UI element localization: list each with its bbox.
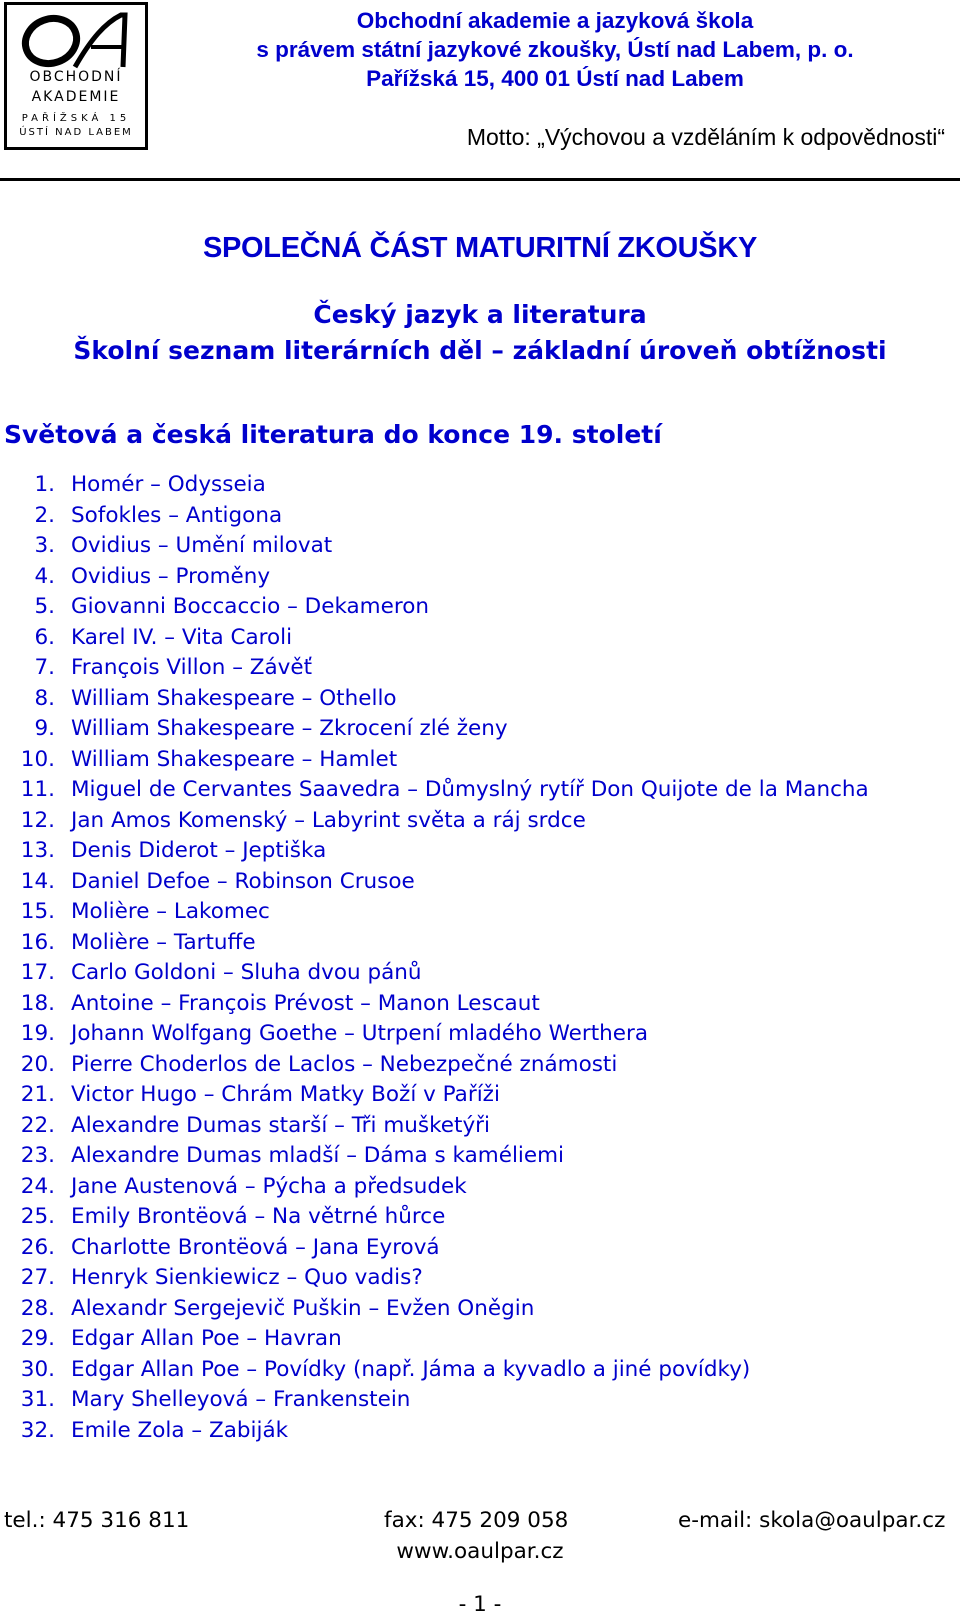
list-item-text: Henryk Sienkiewicz – Quo vadis? — [71, 1265, 423, 1290]
list-item-number: 6. — [34, 624, 55, 650]
list-item-text: Miguel de Cervantes Saavedra – Důmyslný rytíř Don Quijote de la Mancha — [71, 777, 869, 802]
list-item — [0, 745, 960, 776]
header-divider — [0, 178, 960, 181]
list-item-text: Charlotte Brontëová – Jana Eyrová — [71, 1234, 440, 1260]
footer-phone: tel.: 475 316 811 — [4, 1508, 190, 1533]
list-item — [0, 806, 960, 837]
list-item — [0, 1324, 960, 1355]
list-item-number: 2. — [34, 502, 55, 528]
list-item-text: Johann Wolfgang Goethe – Utrpení mladého Werthera — [71, 1021, 649, 1046]
section-heading: Světová a česká literatura do konce 19. století — [4, 420, 662, 449]
footer-email: e-mail: skola@oaulpar.cz — [678, 1508, 946, 1533]
list-item — [0, 1141, 960, 1172]
list-item-text: Mary Shelleyová – Frankenstein — [71, 1387, 411, 1412]
list-item-number: 22. — [20, 1112, 55, 1138]
list-item-number: 3. — [34, 533, 55, 558]
list-item-number: 9. — [34, 716, 55, 741]
school-header — [150, 6, 960, 93]
list-item-text: Edgar Allan Poe – Povídky (např. Jáma a kyvadlo a jiné povídky) — [71, 1356, 751, 1382]
list-item — [0, 1019, 960, 1050]
list-item — [0, 836, 960, 867]
list-item — [0, 714, 960, 745]
list-item-number: 4. — [34, 563, 55, 589]
list-item-number: 1. — [34, 472, 55, 497]
subject-title: Český jazyk a literatura — [313, 300, 647, 329]
list-item-number: 20. — [20, 1051, 55, 1077]
footer-website: www.oaulpar.cz — [396, 1539, 564, 1564]
list-item-number: 25. — [20, 1204, 55, 1229]
list-item-number: 18. — [20, 990, 55, 1016]
list-item-text: Alexandr Sergejevič Puškin – Evžen Oněgin — [71, 1295, 535, 1321]
list-item — [0, 1050, 960, 1081]
list-item-text: Victor Hugo – Chrám Matky Boží v Paříži — [71, 1082, 500, 1107]
logo-line-1: OBCHODNÍ — [29, 69, 123, 85]
list-item-number: 21. — [20, 1082, 55, 1107]
list-item-number: 12. — [20, 807, 55, 833]
list-item-number: 11. — [20, 777, 55, 802]
list-item-text: William Shakespeare – Othello — [71, 685, 397, 711]
list-item-text: Molière – Tartuffe — [71, 929, 256, 955]
list-item — [0, 592, 960, 623]
list-item-text: Edgar Allan Poe – Havran — [71, 1326, 342, 1351]
list-item-text: William Shakespeare – Zkrocení zlé ženy — [71, 716, 508, 741]
list-item — [0, 867, 960, 898]
list-item-text: Emile Zola – Zabiják — [71, 1417, 289, 1443]
list-item-number: 27. — [20, 1265, 55, 1290]
list-item — [0, 501, 960, 532]
list-item-text: Homér – Odysseia — [71, 472, 266, 497]
list-item — [0, 623, 960, 654]
list-item-text: William Shakespeare – Hamlet — [71, 746, 398, 772]
page-title: SPOLEČNÁ ČÁST MATURITNÍ ZKOUŠKY — [202, 232, 758, 264]
list-item-number: 23. — [20, 1143, 55, 1168]
list-item-text: Karel IV. – Vita Caroli — [71, 624, 293, 650]
works-list — [0, 470, 960, 1446]
list-item-text: Sofokles – Antigona — [71, 502, 283, 528]
logo-line-3: PAŘÍŽSKÁ 15 — [21, 113, 131, 124]
list-item-number: 28. — [20, 1295, 55, 1321]
list-item-text: Emily Brontëová – Na větrné hůrce — [71, 1204, 446, 1229]
school-motto: Motto: „Výchovou a vzděláním k odpovědnosti“ — [466, 124, 945, 150]
list-item — [0, 958, 960, 989]
list-item-number: 24. — [20, 1173, 55, 1199]
footer-fax: fax: 475 209 058 — [384, 1508, 569, 1533]
list-item-text: Jane Austenová – Pýcha a předsudek — [71, 1173, 467, 1199]
list-item — [0, 684, 960, 715]
list-item — [0, 562, 960, 593]
list-item — [0, 775, 960, 806]
list-item-number: 13. — [20, 838, 55, 863]
list-item — [0, 989, 960, 1020]
list-item-text: François Villon – Závěť — [71, 655, 313, 680]
list-item-number: 31. — [20, 1387, 55, 1412]
list-item-text: Carlo Goldoni – Sluha dvou pánů — [71, 960, 422, 985]
list-item-text: Jan Amos Komenský – Labyrint světa a ráj srdce — [71, 807, 586, 833]
list-item-text: Pierre Choderlos de Laclos – Nebezpečné známosti — [71, 1051, 618, 1077]
school-address: Pařížská 15, 400 01 Ústí nad Labem — [366, 66, 744, 91]
list-item-number: 14. — [20, 868, 55, 894]
list-item-number: 7. — [34, 655, 55, 680]
list-item — [0, 1416, 960, 1447]
list-item-number: 17. — [20, 960, 55, 985]
list-item — [0, 531, 960, 562]
list-item — [0, 1294, 960, 1325]
list-item-text: Daniel Defoe – Robinson Crusoe — [71, 868, 415, 894]
list-item-number: 10. — [20, 746, 55, 772]
list-item — [0, 1111, 960, 1142]
list-item — [0, 653, 960, 684]
list-item-number: 32. — [20, 1417, 55, 1443]
list-item-number: 15. — [20, 899, 55, 924]
list-item-number: 19. — [20, 1021, 55, 1046]
page-number: - 1 - — [458, 1592, 502, 1617]
list-item-number: 8. — [34, 685, 55, 711]
list-item-text: Ovidius – Umění milovat — [71, 533, 333, 558]
list-item — [0, 1172, 960, 1203]
list-item — [0, 1385, 960, 1416]
list-item-text: Giovanni Boccaccio – Dekameron — [71, 594, 430, 619]
list-item-text: Alexandre Dumas mladší – Dáma s kaméliemi — [71, 1143, 565, 1168]
list-item — [0, 1202, 960, 1233]
list-item — [0, 1263, 960, 1294]
school-name-line-1: Obchodní akademie a jazyková škola — [356, 8, 754, 33]
logo-line-2: AKADEMIE — [31, 89, 121, 105]
list-item-text: Alexandre Dumas starší – Tři mušketýři — [71, 1112, 490, 1138]
list-item-text: Antoine – François Prévost – Manon Lescaut — [71, 990, 540, 1016]
list-item — [0, 897, 960, 928]
list-item-text: Molière – Lakomec — [71, 899, 270, 924]
list-item — [0, 1080, 960, 1111]
logo-line-4: ÚSTÍ NAD LABEM — [19, 127, 133, 138]
school-name-line-2: s právem státní jazykové zkoušky, Ústí nad Labem, p. o. — [256, 37, 854, 62]
list-item-number: 26. — [20, 1234, 55, 1260]
oa-logo-mark-icon — [13, 9, 139, 71]
list-item-number: 5. — [34, 594, 55, 619]
list-item — [0, 1233, 960, 1264]
list-item-number: 29. — [20, 1326, 55, 1351]
list-item — [0, 1355, 960, 1386]
school-logo — [4, 2, 148, 150]
list-item — [0, 470, 960, 501]
list-item-number: 30. — [20, 1356, 55, 1382]
list-item — [0, 928, 960, 959]
list-item-text: Denis Diderot – Jeptiška — [71, 838, 327, 863]
list-title: Školní seznam literárních děl – základní úroveň obtížnosti — [73, 336, 887, 365]
list-item-text: Ovidius – Proměny — [71, 563, 271, 589]
list-item-number: 16. — [20, 929, 55, 955]
